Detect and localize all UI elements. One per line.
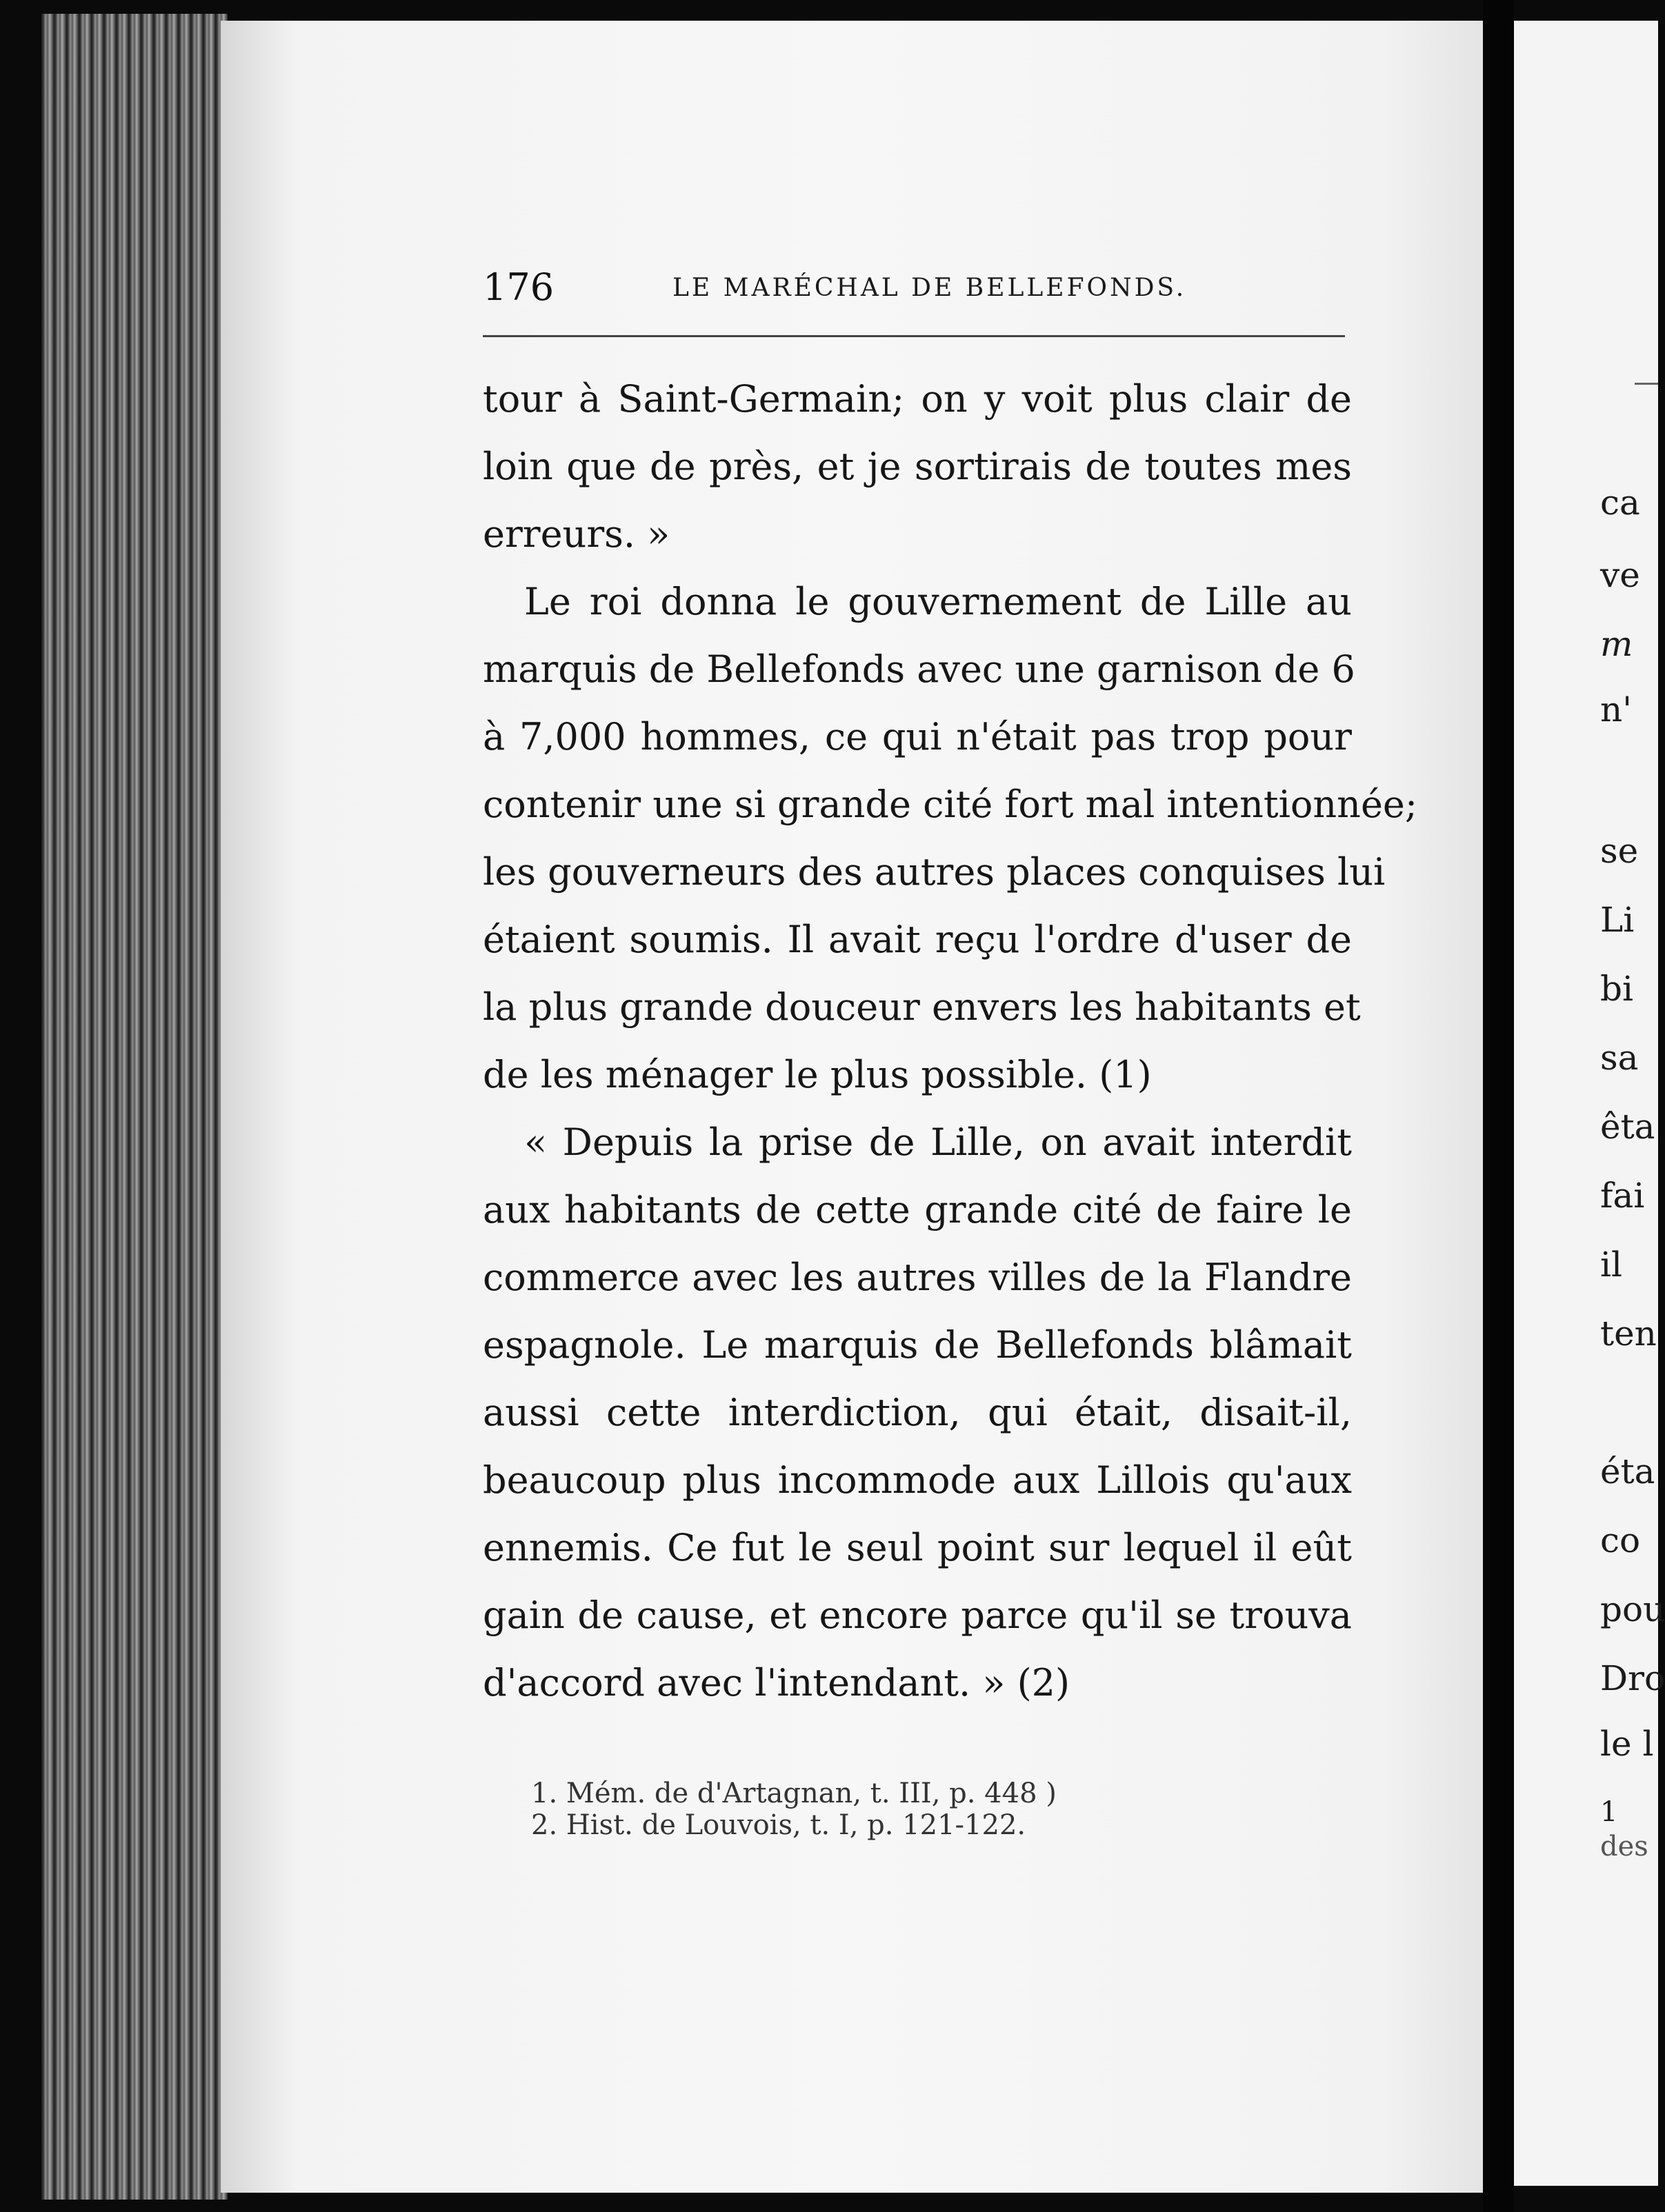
right-page-fragment: êta — [1600, 1107, 1655, 1147]
text-line: marquis de Bellefonds avec une garnison de 6 — [483, 647, 1355, 691]
right-page-fragment: m — [1600, 624, 1633, 664]
text-line: aussi cette interdiction, qui était, disait-il, — [483, 1391, 1352, 1434]
right-page-fragment: co — [1600, 1520, 1641, 1560]
text-line: ennemis. Ce fut le seul point sur lequel il eût — [483, 1526, 1352, 1569]
book-page-edges — [41, 14, 228, 2200]
right-page-fragment: pou — [1600, 1589, 1665, 1629]
right-page-fragment: bi — [1600, 969, 1633, 1009]
text-line: beaucoup plus incommode aux Lillois qu'aux — [483, 1458, 1352, 1502]
text-line: « Depuis la prise de Lille, on avait interdit — [524, 1120, 1352, 1164]
right-page-fragment: 1 — [1600, 1796, 1618, 1828]
right-page-fragment: ten — [1600, 1314, 1657, 1354]
right-page-fragment: ve — [1600, 555, 1640, 595]
header-rule — [483, 335, 1345, 337]
footnote-2: 2. Hist. de Louvois, t. I, p. 121-122. — [531, 1809, 1026, 1841]
footnotes — [531, 1778, 1290, 1841]
page-number: 176 — [483, 265, 555, 309]
right-page-fragment: des — [1600, 1831, 1648, 1862]
text-line: tour à Saint-Germain; on y voit plus clair de — [483, 377, 1352, 421]
right-page-fragment: n' — [1600, 690, 1632, 730]
right-page-fragment: sa — [1600, 1038, 1639, 1078]
right-page-rule — [1635, 383, 1658, 385]
text-line: la plus grande douceur envers les habitants et — [483, 985, 1361, 1029]
book-gutter — [1483, 0, 1514, 2212]
text-line: loin que de près, et je sortirais de toutes mes — [483, 445, 1352, 488]
right-page-fragment: éta — [1600, 1451, 1655, 1491]
footnote-1: 1. Mém. de d'Artagnan, t. III, p. 448 ) — [531, 1778, 1057, 1809]
text-line: espagnole. Le marquis de Bellefonds blâmait — [483, 1323, 1352, 1367]
text-line: commerce avec les autres villes de la Flandre — [483, 1256, 1352, 1299]
right-page-fragment: fai — [1600, 1176, 1645, 1216]
text-line: contenir une si grande cité fort mal intentionnée; — [483, 783, 1418, 826]
text-line: aux habitants de cette grande cité de faire le — [483, 1188, 1352, 1231]
right-page-fragment: le l — [1600, 1724, 1654, 1764]
text-line: gain de cause, et encore parce qu'il se trouva — [483, 1593, 1352, 1637]
running-title: LE MARÉCHAL DE BELLEFONDS. — [672, 274, 1187, 302]
right-page-fragment: Dro — [1600, 1658, 1665, 1698]
text-line: Le roi donna le gouvernement de Lille au — [524, 580, 1352, 623]
text-line: étaient soumis. Il avait reçu l'ordre d'user de — [483, 918, 1352, 961]
text-line: d'accord avec l'intendant. » (2) — [483, 1661, 1070, 1705]
right-page-fragment: il — [1600, 1245, 1622, 1285]
text-line: les gouverneurs des autres places conquises lui — [483, 850, 1386, 894]
body-text — [483, 365, 1418, 1717]
right-page-fragment: ca — [1600, 483, 1640, 523]
right-page-fragment: se — [1600, 831, 1639, 871]
text-line: erreurs. » — [483, 512, 670, 556]
right-page-fragment: Li — [1600, 900, 1635, 940]
running-head — [483, 265, 1352, 307]
text-line: à 7,000 hommes, ce qui n'était pas trop pour — [483, 715, 1352, 758]
text-line: de les ménager le plus possible. (1) — [483, 1053, 1152, 1096]
